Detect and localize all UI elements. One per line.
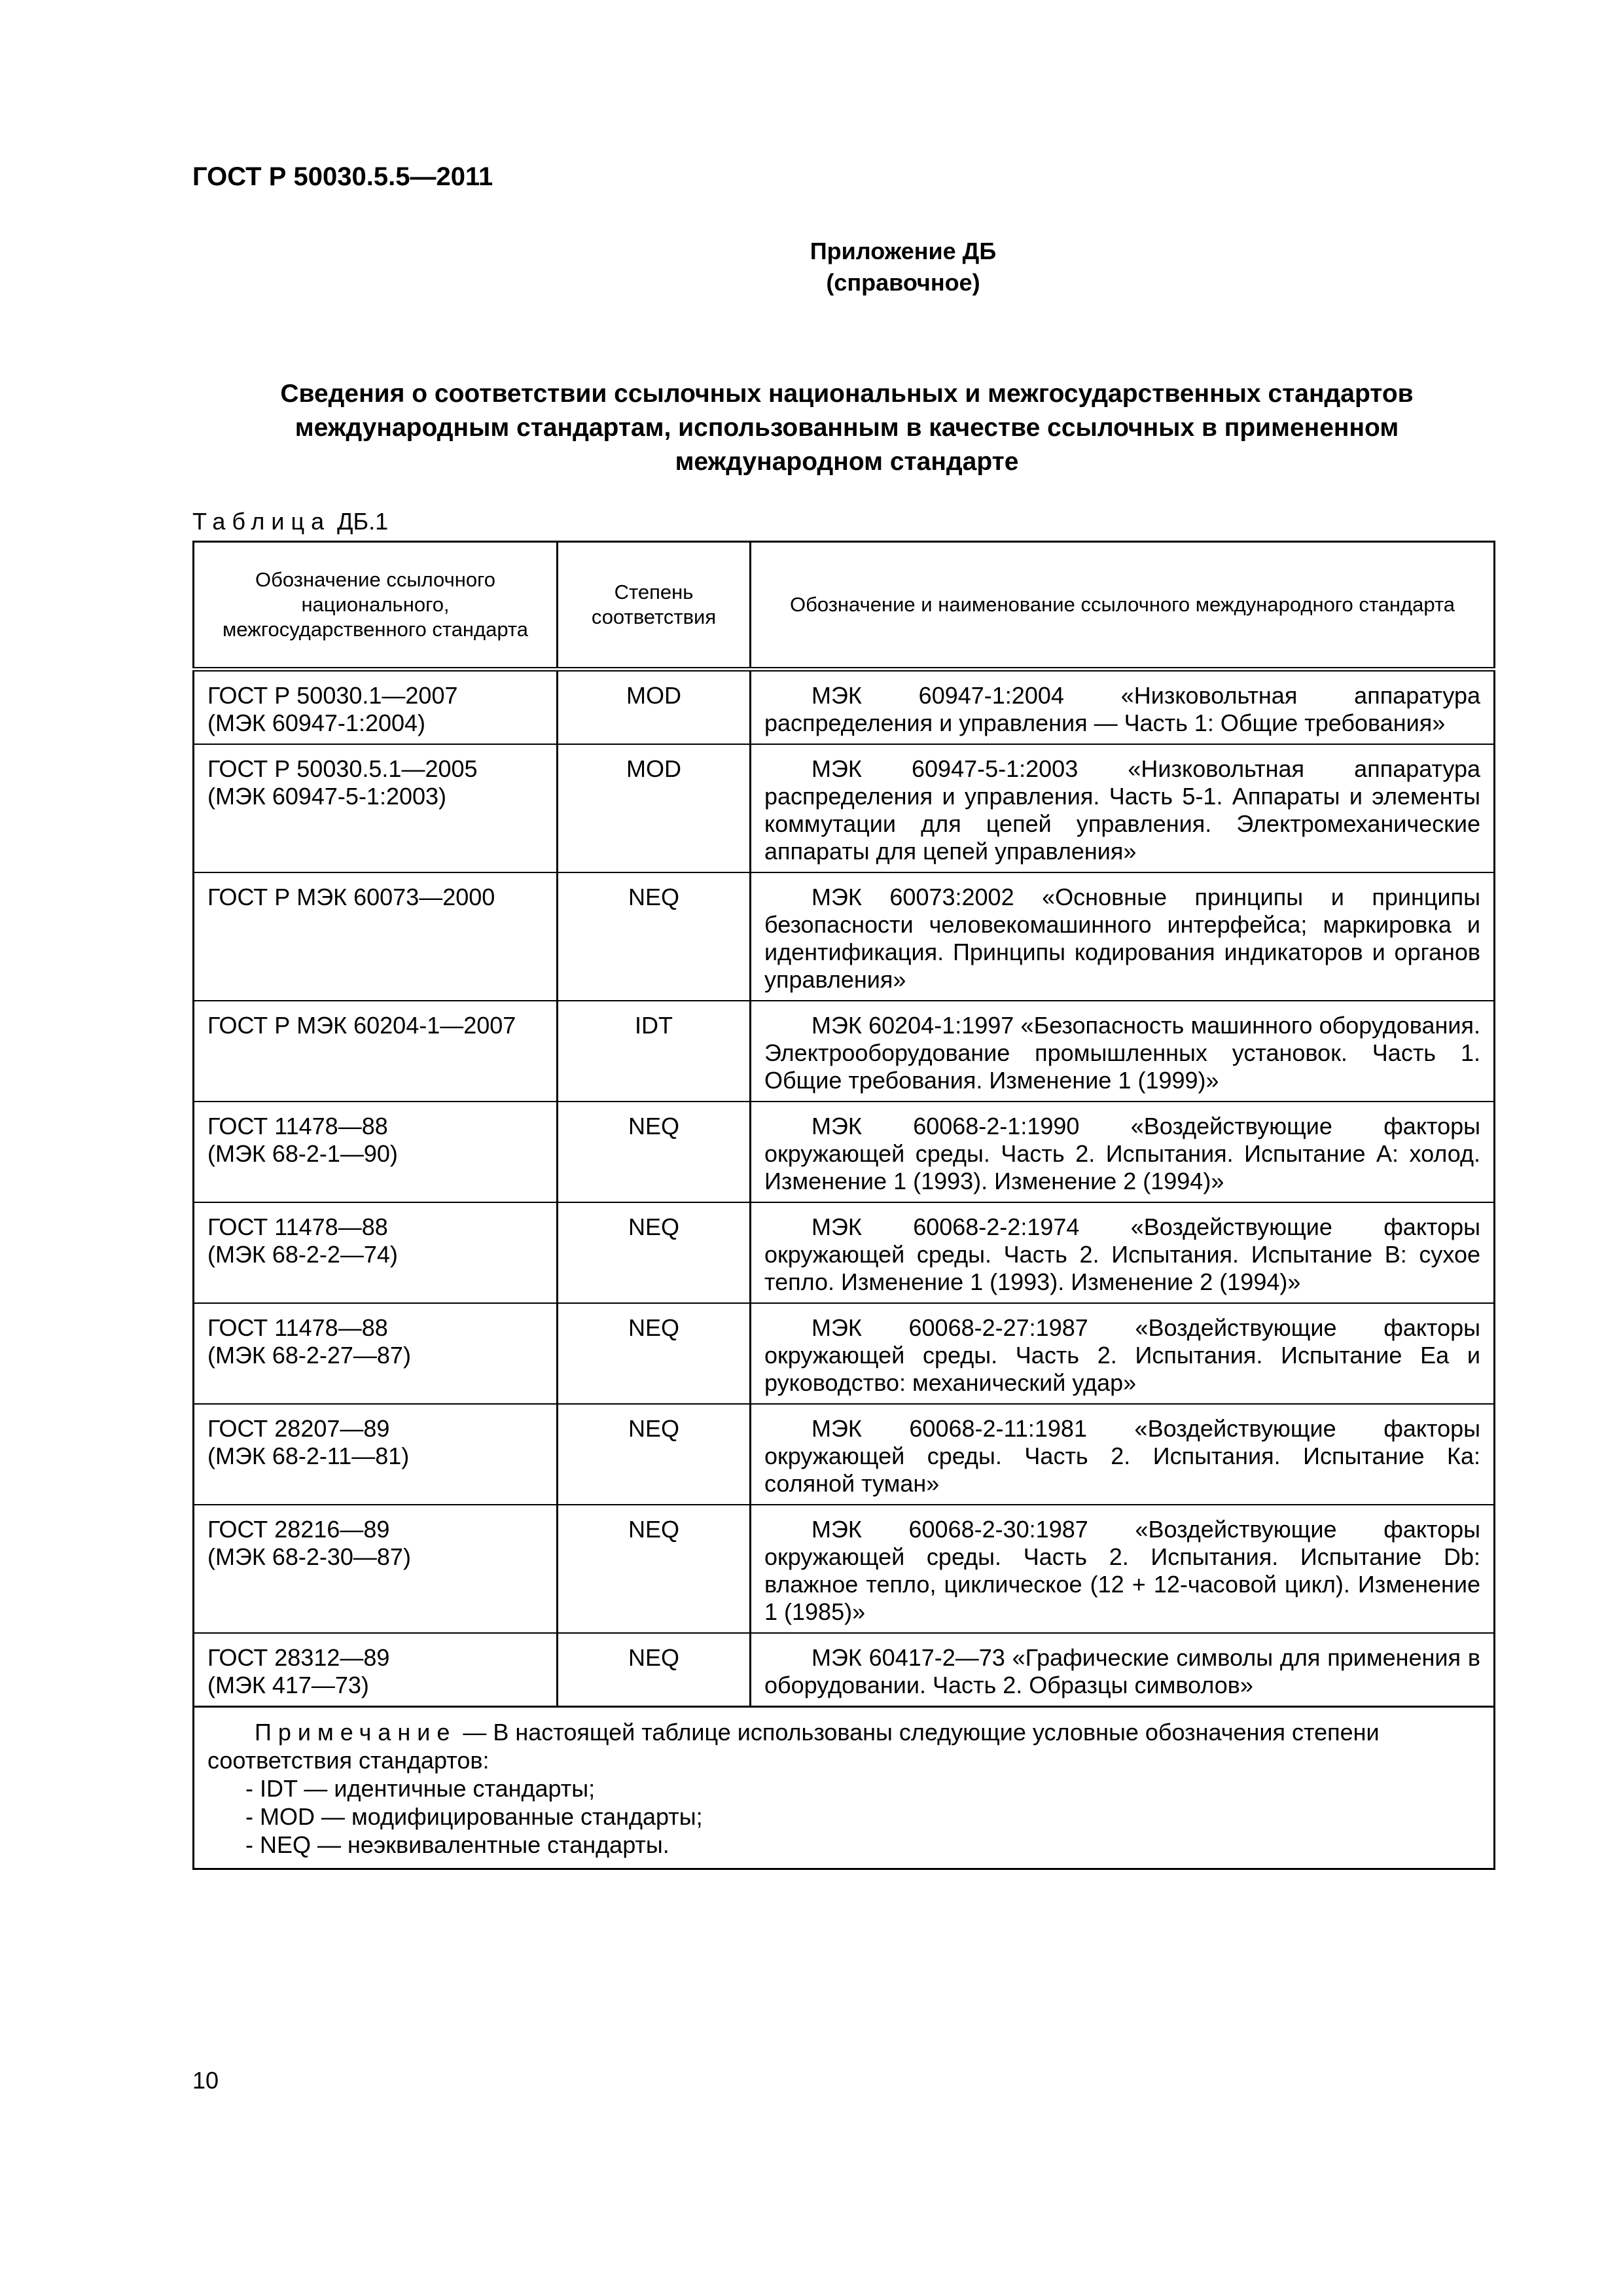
national-code-equivalent: (МЭК 60947-5-1:2003) — [207, 783, 447, 810]
degree-cell: NEQ — [558, 1505, 751, 1633]
international-text: МЭК 60068-2-11:1981 «Воздействующие факторы окружающей среды. Часть 2. Испытания. Испытание Ка: соляной туман» — [764, 1415, 1480, 1497]
national-code: ГОСТ 11478—88 — [207, 1113, 388, 1139]
table-row — [194, 744, 1495, 872]
national-code: ГОСТ 11478—88 — [207, 1314, 388, 1341]
national-standard-cell — [194, 1633, 558, 1707]
heading-line-1: Сведения о соответствии ссылочных национальных и межгосударственных стандартов — [280, 380, 1414, 408]
international-text: МЭК 60068-2-2:1974 «Воздействующие факторы окружающей среды. Часть 2. Испытания. Испытание В: сухое тепло. Изменение 1 (1993). Изменение 2 (1994)» — [764, 1213, 1480, 1295]
international-standard-cell — [751, 670, 1495, 745]
table-row — [194, 670, 1495, 745]
table-row — [194, 1633, 1495, 1707]
header-degree: Степень соответствия — [558, 542, 751, 670]
table-header-row — [194, 542, 1495, 670]
table-row — [194, 1202, 1495, 1303]
note-lead — [207, 1718, 1480, 1774]
national-standard-cell — [194, 1102, 558, 1202]
table-caption-number: ДБ.1 — [337, 508, 389, 535]
national-standard-cell — [194, 1404, 558, 1505]
table-row — [194, 1001, 1495, 1102]
national-code-equivalent: (МЭК 68-2-30—87) — [207, 1543, 411, 1570]
national-code-equivalent: (МЭК 68-2-11—81) — [207, 1443, 410, 1469]
national-standard-cell — [194, 872, 558, 1001]
national-code: ГОСТ Р МЭК 60073—2000 — [207, 884, 495, 910]
international-text: МЭК 60073:2002 «Основные принципы и принципы безопасности человекомашинного интерфейса; маркировка и идентификация. Принципы кодирования индикаторов и органов управления» — [764, 884, 1480, 993]
table-row — [194, 1303, 1495, 1404]
international-text: МЭК 60068-2-30:1987 «Воздействующие факторы окружающей среды. Часть 2. Испытания. Испытание Db: влажное тепло, циклическое (12 + 12-часовой цикл). Изменение 1 (1985)» — [764, 1516, 1480, 1625]
national-standard-cell — [194, 1303, 558, 1404]
table-row — [194, 1102, 1495, 1202]
national-code: ГОСТ Р МЭК 60204-1—2007 — [207, 1012, 516, 1039]
national-code: ГОСТ 28207—89 — [207, 1415, 390, 1442]
national-code: ГОСТ Р 50030.5.1—2005 — [207, 755, 478, 782]
international-standard-cell — [751, 1202, 1495, 1303]
section-heading — [196, 377, 1497, 479]
international-standard-cell — [751, 1303, 1495, 1404]
heading-line-2: международным стандартам, использованным в качестве ссылочных в примененном — [294, 414, 1399, 442]
table-row — [194, 872, 1495, 1001]
table-note — [194, 1707, 1495, 1869]
note-item-neq: - NEQ — неэквивалентные стандарты. — [245, 1831, 669, 1858]
national-standard-cell — [194, 1505, 558, 1633]
table-row — [194, 1404, 1495, 1505]
degree-cell: NEQ — [558, 1404, 751, 1505]
heading-line-3: международном стандарте — [675, 448, 1019, 476]
table-note-row — [194, 1707, 1495, 1869]
international-text: МЭК 60204-1:1997 «Безопасность машинного оборудования. Электрооборудование промышленных установок. Часть 1. Общие требования. Изменение 1 (1999)» — [764, 1012, 1480, 1094]
international-standard-cell — [751, 1633, 1495, 1707]
note-label: Примечание — [255, 1719, 457, 1746]
degree-cell: NEQ — [558, 1303, 751, 1404]
international-standard-cell — [751, 1505, 1495, 1633]
national-code-equivalent: (МЭК 60947-1:2004) — [207, 709, 426, 736]
national-code: ГОСТ 28216—89 — [207, 1516, 390, 1543]
note-item-idt: - IDT — идентичные стандарты; — [245, 1775, 596, 1802]
page-number: 10 — [192, 2067, 219, 2094]
note-text: — В настоящей таблице использованы следующие условные обозначения степени соответствия стандартов: — [207, 1719, 1380, 1774]
national-code-equivalent: (МЭК 417—73) — [207, 1672, 369, 1698]
table-row — [194, 1505, 1495, 1633]
international-standard-cell — [751, 1102, 1495, 1202]
appendix-title-block — [0, 236, 1623, 298]
international-text: МЭК 60947-5-1:2003 «Низковольтная аппаратура распределения и управления. Часть 5-1. Аппараты и элементы коммутации для цепей управления. Электромеханические аппараты для цепей управления» — [764, 755, 1480, 865]
appendix-subtitle: (справочное) — [826, 269, 980, 296]
international-standard-cell — [751, 1001, 1495, 1102]
appendix-title: Приложение ДБ — [810, 238, 997, 264]
international-text: МЭК 60068-2-27:1987 «Воздействующие факторы окружающей среды. Часть 2. Испытания. Испытание Еа и руководство: механический удар» — [764, 1314, 1480, 1396]
document-code: ГОСТ Р 50030.5.5—2011 — [192, 162, 493, 191]
degree-cell: NEQ — [558, 1102, 751, 1202]
national-code-equivalent: (МЭК 68-2-2—74) — [207, 1241, 398, 1268]
table-caption-word: Таблица — [192, 508, 331, 535]
international-standard-cell — [751, 1404, 1495, 1505]
national-code-equivalent: (МЭК 68-2-1—90) — [207, 1140, 398, 1167]
degree-cell: NEQ — [558, 872, 751, 1001]
reference-standards-table — [192, 541, 1495, 1870]
degree-cell: MOD — [558, 744, 751, 872]
national-code: ГОСТ Р 50030.1—2007 — [207, 682, 458, 709]
note-item-mod: - MOD — модифицированные стандарты; — [245, 1803, 703, 1830]
national-standard-cell — [194, 1001, 558, 1102]
degree-cell: MOD — [558, 670, 751, 745]
header-national-standard: Обозначение ссылочного национального, межгосударственного стандарта — [194, 542, 558, 670]
national-standard-cell — [194, 1202, 558, 1303]
national-standard-cell — [194, 670, 558, 745]
international-text: МЭК 60417-2—73 «Графические символы для применения в оборудовании. Часть 2. Образцы символов» — [764, 1644, 1480, 1698]
international-standard-cell — [751, 744, 1495, 872]
national-standard-cell — [194, 744, 558, 872]
degree-cell: NEQ — [558, 1202, 751, 1303]
degree-cell: IDT — [558, 1001, 751, 1102]
header-international-standard: Обозначение и наименование ссылочного международного стандарта — [751, 542, 1495, 670]
table-caption — [192, 508, 388, 535]
international-standard-cell — [751, 872, 1495, 1001]
national-code: ГОСТ 11478—88 — [207, 1213, 388, 1240]
international-text: МЭК 60947-1:2004 «Низковольтная аппаратура распределения и управления — Часть 1: Общие требования» — [764, 682, 1480, 736]
international-text: МЭК 60068-2-1:1990 «Воздействующие факторы окружающей среды. Часть 2. Испытания. Испытание А: холод. Изменение 1 (1993). Изменение 2 (1994)» — [764, 1113, 1480, 1194]
degree-cell: NEQ — [558, 1633, 751, 1707]
national-code: ГОСТ 28312—89 — [207, 1644, 390, 1671]
national-code-equivalent: (МЭК 68-2-27—87) — [207, 1342, 411, 1369]
